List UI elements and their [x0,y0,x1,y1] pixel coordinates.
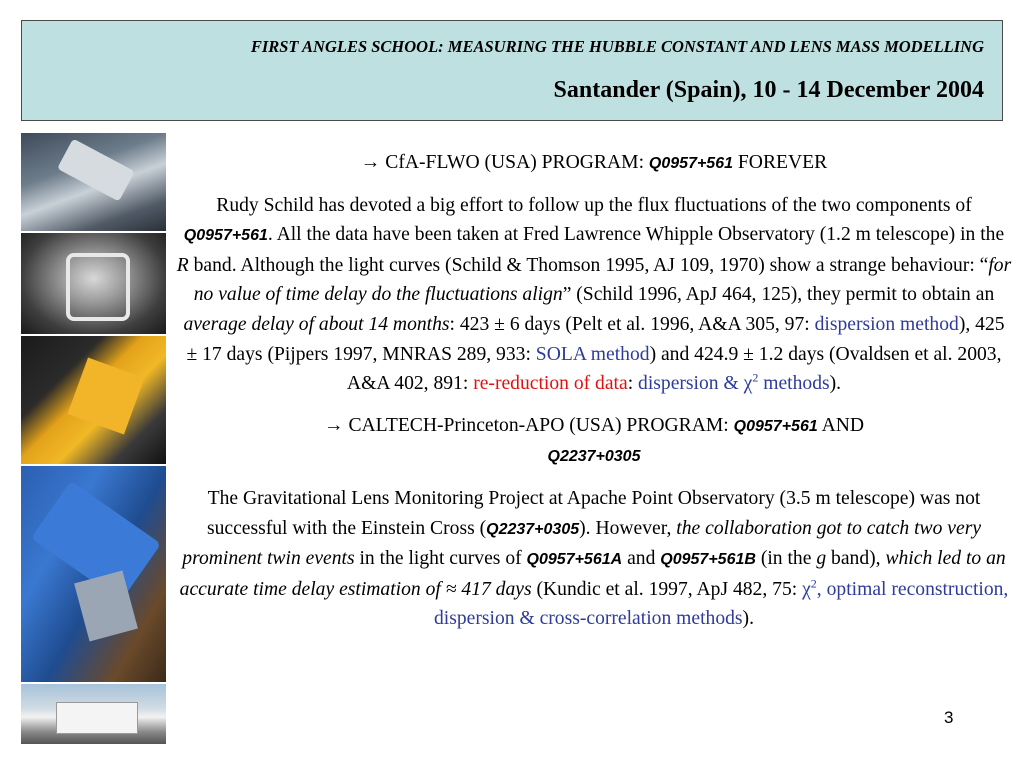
sola-method-link: SOLA method [535,343,650,365]
dispersion-chi2-link: dispersion & $\chi^2$ methods [638,370,830,395]
slide-number: 3 [944,708,954,727]
telescope-photo-2 [21,233,166,334]
telescope-photo-strip [21,133,166,746]
cfa-paragraph: Rudy Schild has devoted a big effort to follow up the flux fluctuations of the two components of Q0957+561. All the data have been taken at Fred Lawrence Whipple Observatory (1.2 m telescope) in the R band. Although the light curves (Schild & Thomson 1995, AJ 109, 1970) show a strange behaviour: “for no value of time delay do the fluctuations align” (Schild 1996, ApJ 464, 125), they permit to obtain an average delay of about 14 months: 423 ± 6 days (Pelt et al. 1996, A&A 305, 97: dispersion method), 425 ± 17 days (Pijpers 1997, MNRAS 289, 933: SOLA method) and 424.9 ± 1.2 days (Ovaldsen et al. 2003, A&A 402, 891: re-reduction of data: dispersion & $\chi^2$ methods). [176,194,1012,395]
telescope-photo-1 [21,133,166,231]
kundic-methods-link: $\chi^2$, optimal reconstruction, dispersion & cross-correlation methods [434,576,1009,630]
header-subtitle: Santander (Spain), 10 - 14 December 2004 [553,77,984,103]
caltech-paragraph: The Gravitational Lens Monitoring Project at Apache Point Observatory (3.5 m telescope) was not successful with the Einstein Cross (Q2237+0305). However, the collaboration got to catch two very prominent twin events in the light curves of Q0957+561A and Q0957+561B (in the g band), which led to an accurate time delay estimation of ≈ 417 days (Kundic et al. 1997, ApJ 482, 75: $\chi^2$, optimal reconstruction, dispersion & cross-correlation methods). [179,487,1009,630]
cfa-program-heading: → CfA-FLWO (USA) PROGRAM: Q0957+561 FOREVER [360,152,828,173]
slide-content [176,148,1012,634]
telescope-photo-4 [21,466,166,682]
re-reduction-link: re-reduction of data [473,373,628,395]
telescope-photo-3 [21,336,166,464]
caltech-program-heading: → CALTECH-Princeton-APO (USA) PROGRAM: Q0957+561 AND Q2237+0305 [323,414,865,466]
observatory-photo [21,684,166,744]
header-title: FIRST ANGLES SCHOOL: MEASURING THE HUBBLE CONSTANT AND LENS MASS MODELLING [250,37,984,56]
slide-header [21,20,1003,121]
dispersion-method-link: dispersion method [814,313,959,335]
